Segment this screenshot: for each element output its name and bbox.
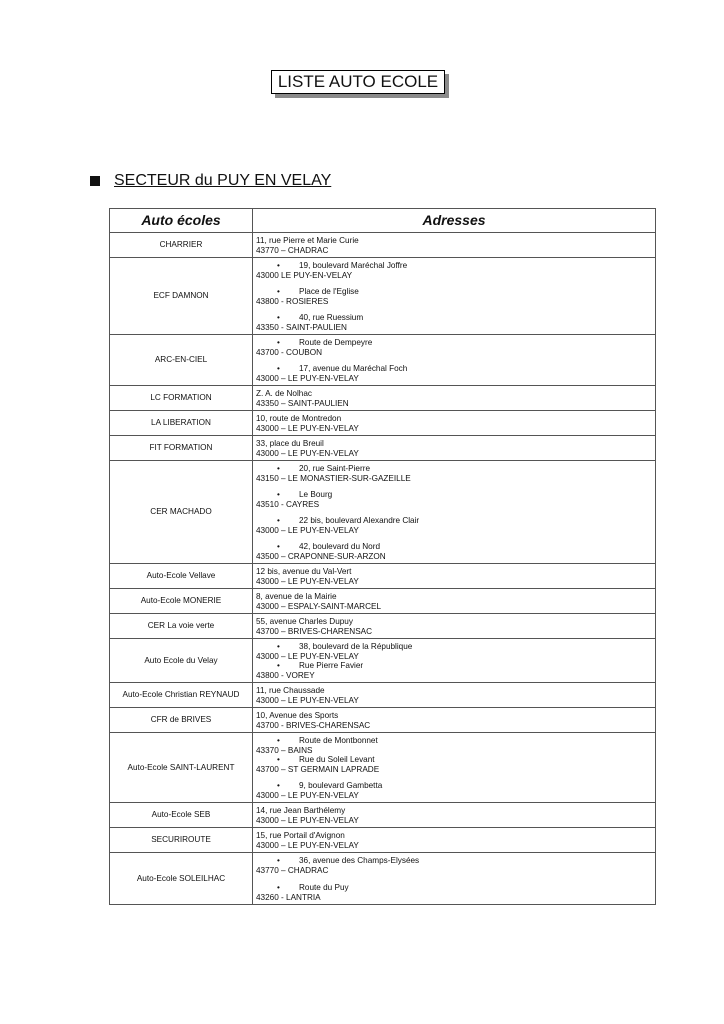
- address-block: [256, 592, 652, 611]
- school-name: CER MACHADO: [110, 461, 253, 564]
- school-addresses: [253, 683, 656, 708]
- section-heading: [90, 172, 331, 190]
- school-addresses: [253, 708, 656, 733]
- table-row: [110, 828, 656, 853]
- school-addresses: [253, 335, 656, 386]
- address-street: Z. A. de Nolhac: [256, 389, 312, 398]
- address-block: [256, 414, 652, 433]
- school-addresses: [253, 853, 656, 905]
- address-street: 22 bis, boulevard Alexandre Clair: [299, 516, 420, 525]
- address-city: 43800 - ROSIERES: [256, 296, 329, 306]
- table-row: [110, 708, 656, 733]
- address-city: 43260 - LANTRIA: [256, 892, 321, 902]
- address-block: [256, 617, 652, 636]
- school-addresses: [253, 589, 656, 614]
- bullet-icon: •: [277, 464, 280, 473]
- address-street-bulleted: [256, 313, 652, 323]
- address-street: Place de l'Eglise: [299, 287, 359, 296]
- address-street-bulleted: [256, 856, 652, 866]
- school-addresses: [253, 233, 656, 258]
- address-street: 9, boulevard Gambetta: [299, 781, 383, 790]
- address-street-bulleted: [256, 642, 652, 652]
- bullet-icon: •: [277, 313, 280, 322]
- address-street-bulleted: [256, 661, 652, 671]
- address-block: [256, 313, 652, 332]
- bullet-icon: •: [277, 883, 280, 892]
- bullet-icon: •: [277, 736, 280, 745]
- bullet-icon: •: [277, 542, 280, 551]
- address-street: 15, rue Portail d'Avignon: [256, 831, 345, 840]
- address-street-bulleted: [256, 781, 652, 791]
- address-street: Route de Dempeyre: [299, 338, 373, 347]
- address-street-bulleted: [256, 464, 652, 474]
- address-street: 11, rue Chaussade: [256, 686, 325, 695]
- address-street: 42, boulevard du Nord: [299, 542, 381, 551]
- bullet-icon: •: [277, 338, 280, 347]
- address-street-bulleted: [256, 364, 652, 374]
- school-name: CER La voie verte: [110, 614, 253, 639]
- school-name: Auto Ecole du Velay: [110, 639, 253, 683]
- school-addresses: [253, 436, 656, 461]
- bullet-icon: •: [277, 755, 280, 764]
- address-block: [256, 883, 652, 902]
- school-addresses: [253, 614, 656, 639]
- address-street: 10, route de Montredon: [256, 414, 342, 423]
- address-block: [256, 261, 652, 280]
- table-row: [110, 564, 656, 589]
- address-city: 43000 – ESPALY-SAINT-MARCEL: [256, 601, 381, 611]
- address-city: 43000 – LE PUY-EN-VELAY: [256, 448, 359, 458]
- table-row: [110, 803, 656, 828]
- school-addresses: [253, 803, 656, 828]
- school-addresses: [253, 828, 656, 853]
- bullet-icon: •: [277, 661, 280, 670]
- address-street-bulleted: [256, 338, 652, 348]
- address-street: Rue du Soleil Levant: [299, 755, 375, 764]
- school-addresses: [253, 411, 656, 436]
- address-street: 12 bis, avenue du Val-Vert: [256, 567, 352, 576]
- address-city: 43000 – LE PUY-EN-VELAY: [256, 576, 359, 586]
- address-city: 43350 - SAINT-PAULIEN: [256, 322, 347, 332]
- section-title: SECTEUR du PUY EN VELAY: [114, 172, 332, 189]
- table-row: [110, 335, 656, 386]
- address-street: 38, boulevard de la République: [299, 642, 413, 651]
- address-street: Route de Montbonnet: [299, 736, 378, 745]
- school-addresses: [253, 258, 656, 335]
- table-row: [110, 683, 656, 708]
- address-city: 43000 – LE PUY-EN-VELAY: [256, 695, 359, 705]
- bullet-icon: •: [277, 642, 280, 651]
- address-city: 43000 – LE PUY-EN-VELAY: [256, 373, 359, 383]
- address-city: 43000 LE PUY-EN-VELAY: [256, 270, 353, 280]
- school-name: FIT FORMATION: [110, 436, 253, 461]
- table-row: [110, 461, 656, 564]
- address-city: 43700 – ST GERMAIN LAPRADE: [256, 764, 380, 774]
- table-row: [110, 436, 656, 461]
- school-name: LA LIBERATION: [110, 411, 253, 436]
- bullet-icon: •: [277, 781, 280, 790]
- address-city: 43150 – LE MONASTIER-SUR-GAZEILLE: [256, 473, 411, 483]
- address-city: 43000 – LE PUY-EN-VELAY: [256, 815, 359, 825]
- page-title: LISTE AUTO ECOLE: [271, 70, 445, 94]
- address-street-bulleted: [256, 287, 652, 297]
- address-street-bulleted: [256, 490, 652, 500]
- address-block: [256, 856, 652, 875]
- school-name: LC FORMATION: [110, 386, 253, 411]
- school-addresses: [253, 386, 656, 411]
- address-block: [256, 686, 652, 705]
- address-street-bulleted: [256, 261, 652, 271]
- bullet-icon: •: [277, 516, 280, 525]
- address-street: 8, avenue de la Mairie: [256, 592, 337, 601]
- address-block: [256, 661, 652, 680]
- address-city: 43500 – CRAPONNE-SUR-ARZON: [256, 551, 386, 561]
- bullet-icon: •: [277, 364, 280, 373]
- address-city: 43000 – LE PUY-EN-VELAY: [256, 790, 359, 800]
- address-city: 43000 – LE PUY-EN-VELAY: [256, 525, 359, 535]
- table-row: [110, 233, 656, 258]
- school-name: ECF DAMNON: [110, 258, 253, 335]
- address-city: 43700 - COUBON: [256, 347, 322, 357]
- school-name: Auto-Ecole SOLEILHAC: [110, 853, 253, 905]
- address-block: [256, 364, 652, 383]
- title-box: [271, 70, 445, 94]
- address-street-bulleted: [256, 883, 652, 893]
- table-row: [110, 589, 656, 614]
- table-row: [110, 639, 656, 683]
- bullet-icon: •: [277, 856, 280, 865]
- address-block: [256, 711, 652, 730]
- bullet-icon: •: [277, 261, 280, 270]
- address-street: 55, avenue Charles Dupuy: [256, 617, 353, 626]
- address-street-bulleted: [256, 736, 652, 746]
- address-block: [256, 736, 652, 755]
- address-block: [256, 389, 652, 408]
- address-block: [256, 464, 652, 483]
- table-row: [110, 733, 656, 803]
- address-block: [256, 755, 652, 774]
- address-city: 43000 – LE PUY-EN-VELAY: [256, 423, 359, 433]
- table-body: [110, 233, 656, 905]
- address-block: [256, 516, 652, 535]
- address-street-bulleted: [256, 755, 652, 765]
- address-street-bulleted: [256, 516, 652, 526]
- address-street: Le Bourg: [299, 490, 333, 499]
- address-block: [256, 490, 652, 509]
- address-street: Rue Pierre Favier: [299, 661, 364, 670]
- address-block: [256, 567, 652, 586]
- address-street: 10, Avenue des Sports: [256, 711, 339, 720]
- address-block: [256, 439, 652, 458]
- table-header-row: [110, 209, 656, 233]
- address-street: 11, rue Pierre et Marie Curie: [256, 236, 359, 245]
- school-name: CFR de BRIVES: [110, 708, 253, 733]
- school-addresses: [253, 564, 656, 589]
- school-addresses: [253, 639, 656, 683]
- address-street-bulleted: [256, 542, 652, 552]
- header-auto-ecoles: Auto écoles: [110, 209, 253, 233]
- header-adresses: Adresses: [253, 209, 656, 233]
- address-street: 20, rue Saint-Pierre: [299, 464, 370, 473]
- table-row: [110, 411, 656, 436]
- school-addresses: [253, 733, 656, 803]
- address-street: 17, avenue du Maréchal Foch: [299, 364, 408, 373]
- school-name: CHARRIER: [110, 233, 253, 258]
- address-city: 43370 – BAINS: [256, 745, 313, 755]
- square-bullet-icon: [90, 176, 100, 186]
- address-city: 43350 – SAINT-PAULIEN: [256, 398, 349, 408]
- school-name: Auto-Ecole Christian REYNAUD: [110, 683, 253, 708]
- address-block: [256, 831, 652, 850]
- address-street: 36, avenue des Champs-Elysées: [299, 856, 420, 865]
- school-name: SECURIROUTE: [110, 828, 253, 853]
- address-block: [256, 781, 652, 800]
- school-name: Auto-Ecole Vellave: [110, 564, 253, 589]
- table-row: [110, 258, 656, 335]
- bullet-icon: •: [277, 287, 280, 296]
- address-city: 43770 – CHADRAC: [256, 865, 329, 875]
- school-name: Auto-Ecole SAINT-LAURENT: [110, 733, 253, 803]
- address-city: 43700 - BRIVES-CHARENSAC: [256, 720, 371, 730]
- address-street: 14, rue Jean Barthélemy: [256, 806, 346, 815]
- address-city: 43700 – BRIVES-CHARENSAC: [256, 626, 373, 636]
- address-block: [256, 236, 652, 255]
- school-name: Auto-Ecole SEB: [110, 803, 253, 828]
- driving-school-table: [109, 208, 656, 905]
- address-city: 43510 - CAYRES: [256, 499, 320, 509]
- school-addresses: [253, 461, 656, 564]
- school-name: Auto-Ecole MONERIE: [110, 589, 253, 614]
- table-row: [110, 386, 656, 411]
- school-name: ARC-EN-CIEL: [110, 335, 253, 386]
- address-block: [256, 542, 652, 561]
- address-block: [256, 338, 652, 357]
- table-row: [110, 614, 656, 639]
- address-street: Route du Puy: [299, 883, 349, 892]
- table-row: [110, 853, 656, 905]
- address-block: [256, 642, 652, 661]
- address-block: [256, 806, 652, 825]
- address-block: [256, 287, 652, 306]
- address-street: 19, boulevard Maréchal Joffre: [299, 261, 408, 270]
- address-city: 43800 - VOREY: [256, 670, 315, 680]
- address-city: 43000 – LE PUY-EN-VELAY: [256, 651, 359, 661]
- address-street: 40, rue Ruessium: [299, 313, 364, 322]
- address-city: 43770 – CHADRAC: [256, 245, 329, 255]
- bullet-icon: •: [277, 490, 280, 499]
- address-city: 43000 – LE PUY-EN-VELAY: [256, 840, 359, 850]
- address-street: 33, place du Breuil: [256, 439, 324, 448]
